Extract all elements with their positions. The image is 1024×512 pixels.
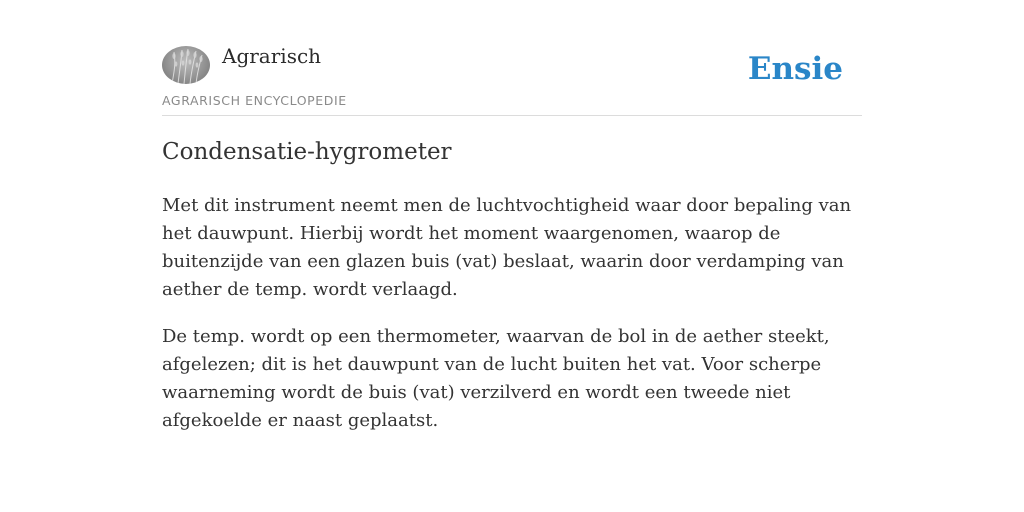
source-title[interactable]: Agrarisch xyxy=(222,44,322,68)
page-title: Condensatie-hygrometer xyxy=(162,139,452,165)
brand-logo[interactable]: Ensie xyxy=(747,51,843,87)
article-paragraph: De temp. wordt op een thermometer, waarvan de bol in de aether steekt, afgelezen; dit is het dauwpunt van de lucht buiten het vat. Voor scherpe waarneming wordt de buis (vat) verzilverd en wordt een tweede niet afgekoelde er naast geplaatst. xyxy=(162,326,830,431)
source-subtitle[interactable]: AGRARISCH ENCYCLOPEDIE xyxy=(162,93,347,108)
avatar[interactable] xyxy=(162,46,210,84)
main-content xyxy=(162,0,862,431)
wheat-icon xyxy=(162,46,210,84)
article-body xyxy=(162,192,862,454)
source-header xyxy=(162,0,862,116)
article-paragraph: Met dit instrument neemt men de luchtvochtigheid waar door bepaling van het dauwpunt. Hierbij wordt het moment waargenomen, waarop de buitenzijde van een glazen buis (vat) beslaat, waarin door verdamping van aether de temp. wordt verlaagd. xyxy=(162,195,852,300)
